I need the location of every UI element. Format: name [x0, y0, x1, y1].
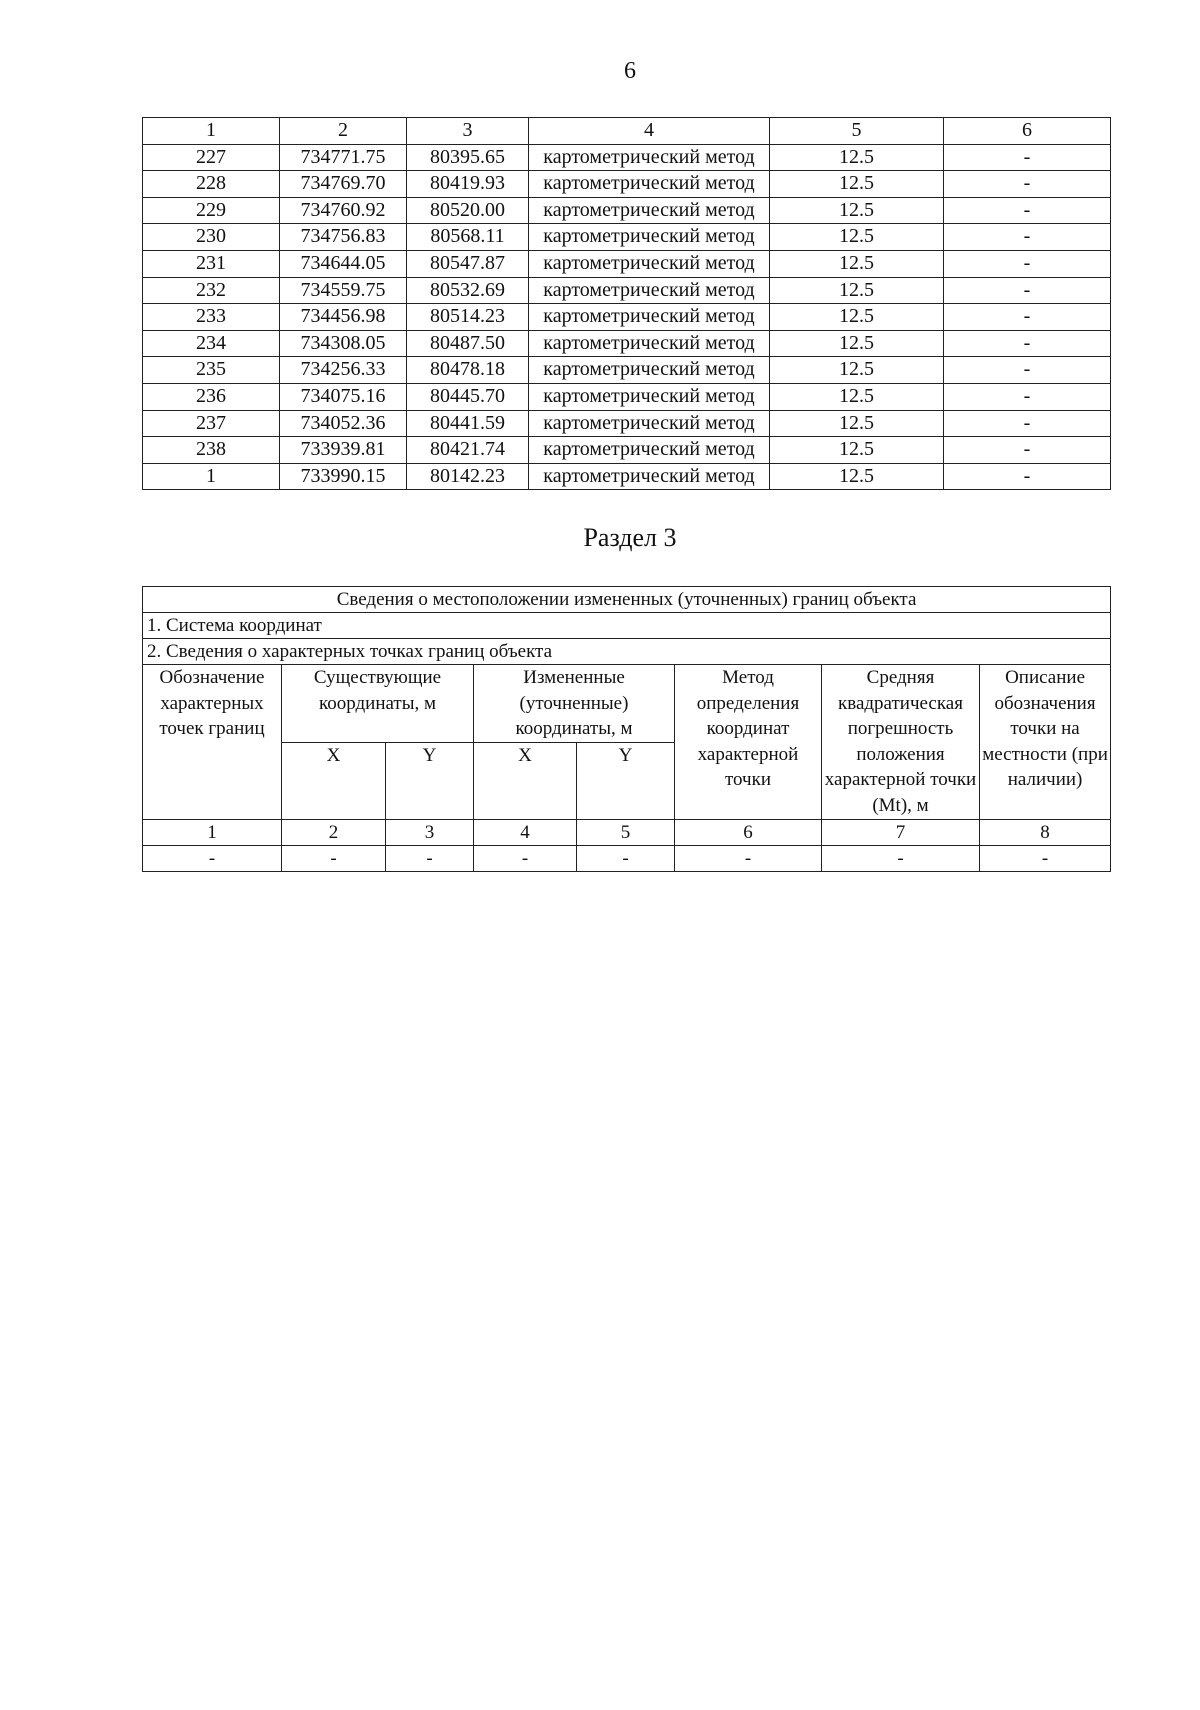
coords-cell: 734456.98: [280, 304, 407, 331]
coords-cell: 12.5: [770, 383, 944, 410]
coords-cell: 12.5: [770, 304, 944, 331]
empty-cell: -: [822, 845, 980, 871]
coords-cell: 12.5: [770, 250, 944, 277]
coords-cell: 233: [143, 304, 280, 331]
col-existing-header: Существующие координаты, м: [282, 665, 474, 743]
column-number: 6: [675, 819, 822, 845]
coords-cell: 80419.93: [407, 171, 529, 198]
coords-cell: 734760.92: [280, 197, 407, 224]
coords-cell: 80487.50: [407, 330, 529, 357]
coords-cell: картометрический метод: [529, 330, 770, 357]
coords-cell: -: [944, 171, 1111, 198]
column-number: 7: [822, 819, 980, 845]
coords-cell: картометрический метод: [529, 250, 770, 277]
coords-cell: 80441.59: [407, 410, 529, 437]
coords-row: [143, 463, 1111, 490]
coords-cell: -: [944, 250, 1111, 277]
coords-cell: 80395.65: [407, 144, 529, 171]
coords-row: [143, 410, 1111, 437]
coords-cell: 237: [143, 410, 280, 437]
coords-cell: 227: [143, 144, 280, 171]
coords-row: [143, 144, 1111, 171]
changed-y-header: Y: [577, 742, 675, 819]
coords-cell: 12.5: [770, 197, 944, 224]
coords-cell: 80421.74: [407, 437, 529, 464]
coords-cell: 734052.36: [280, 410, 407, 437]
coords-cell: 734769.70: [280, 171, 407, 198]
coords-cell: 12.5: [770, 463, 944, 490]
coords-cell: 80520.00: [407, 197, 529, 224]
coords-cell: 1: [143, 463, 280, 490]
coords-cell: 80445.70: [407, 383, 529, 410]
coords-cell: -: [944, 437, 1111, 464]
coords-cell: -: [944, 197, 1111, 224]
coords-cell: 3: [407, 118, 529, 145]
column-number: 8: [980, 819, 1111, 845]
coords-cell: картометрический метод: [529, 197, 770, 224]
column-number: 3: [386, 819, 474, 845]
coords-cell: картометрический метод: [529, 304, 770, 331]
coords-cell: 230: [143, 224, 280, 251]
existing-y-header: Y: [386, 742, 474, 819]
coords-cell: -: [944, 304, 1111, 331]
coords-cell: 238: [143, 437, 280, 464]
empty-cell: -: [675, 845, 822, 871]
coords-cell: 12.5: [770, 224, 944, 251]
coords-cell: 12.5: [770, 171, 944, 198]
coords-row: [143, 437, 1111, 464]
coords-cell: 234: [143, 330, 280, 357]
col-description-header: Описание обозначения точки на местности (при наличии): [980, 665, 1111, 820]
coords-cell: картометрический метод: [529, 410, 770, 437]
coords-row: [143, 250, 1111, 277]
section3-number-row: [143, 819, 1111, 845]
coords-cell: 236: [143, 383, 280, 410]
coords-cell: 80547.87: [407, 250, 529, 277]
coords-cell: -: [944, 357, 1111, 384]
coords-cell: 6: [944, 118, 1111, 145]
coords-cell: картометрический метод: [529, 437, 770, 464]
coords-row: [143, 277, 1111, 304]
column-number: 4: [474, 819, 577, 845]
coords-cell: 80514.23: [407, 304, 529, 331]
coords-cell: 235: [143, 357, 280, 384]
coords-cell: картометрический метод: [529, 224, 770, 251]
col-error-header: Средняя квадратическая погрешность положения характерной точки (Mt), м: [822, 665, 980, 820]
coords-row: [143, 197, 1111, 224]
empty-cell: -: [143, 845, 282, 871]
coords-cell: 229: [143, 197, 280, 224]
coords-cell: 734559.75: [280, 277, 407, 304]
coords-row: [143, 304, 1111, 331]
section3-table-title: Сведения о местоположении измененных (уточненных) границ объекта: [143, 587, 1111, 613]
coords-cell: 80532.69: [407, 277, 529, 304]
coords-cell: 80568.11: [407, 224, 529, 251]
coords-cell: -: [944, 277, 1111, 304]
coords-cell: 734771.75: [280, 144, 407, 171]
section3-empty-row: [143, 845, 1111, 871]
coords-cell: 80478.18: [407, 357, 529, 384]
coords-header-row: [143, 118, 1111, 145]
coords-cell: картометрический метод: [529, 277, 770, 304]
coords-cell: картометрический метод: [529, 357, 770, 384]
coords-cell: 12.5: [770, 410, 944, 437]
empty-cell: -: [577, 845, 675, 871]
coords-row: [143, 383, 1111, 410]
coords-cell: 734256.33: [280, 357, 407, 384]
coords-cell: 1: [143, 118, 280, 145]
column-number: 5: [577, 819, 675, 845]
column-number: 1: [143, 819, 282, 845]
coordinates-table: [142, 117, 1111, 490]
coords-cell: -: [944, 144, 1111, 171]
section3-table: [142, 586, 1111, 872]
coords-cell: картометрический метод: [529, 463, 770, 490]
coords-cell: 5: [770, 118, 944, 145]
empty-cell: -: [386, 845, 474, 871]
coords-cell: 734644.05: [280, 250, 407, 277]
coords-cell: -: [944, 410, 1111, 437]
coords-cell: картометрический метод: [529, 171, 770, 198]
empty-cell: -: [474, 845, 577, 871]
coords-cell: 4: [529, 118, 770, 145]
coords-cell: 734756.83: [280, 224, 407, 251]
coords-row: [143, 171, 1111, 198]
changed-x-header: X: [474, 742, 577, 819]
coords-row: [143, 224, 1111, 251]
page-number: 6: [624, 58, 636, 84]
coords-cell: 12.5: [770, 357, 944, 384]
points-info-label: 2. Сведения о характерных точках границ объекта: [143, 639, 1111, 665]
coords-cell: 232: [143, 277, 280, 304]
col-designation-header: Обозначение характерных точек границ: [143, 665, 282, 820]
coords-cell: -: [944, 330, 1111, 357]
coords-cell: -: [944, 463, 1111, 490]
coords-cell: 228: [143, 171, 280, 198]
coords-cell: 12.5: [770, 144, 944, 171]
coords-cell: 231: [143, 250, 280, 277]
coords-cell: 734075.16: [280, 383, 407, 410]
empty-cell: -: [282, 845, 386, 871]
coords-cell: 12.5: [770, 330, 944, 357]
coords-cell: картометрический метод: [529, 144, 770, 171]
coords-cell: 733939.81: [280, 437, 407, 464]
coords-cell: -: [944, 383, 1111, 410]
coords-cell: 734308.05: [280, 330, 407, 357]
coord-system-label: 1. Система координат: [143, 613, 1111, 639]
coords-cell: 733990.15: [280, 463, 407, 490]
coords-cell: картометрический метод: [529, 383, 770, 410]
coords-cell: 12.5: [770, 277, 944, 304]
coords-cell: -: [944, 224, 1111, 251]
col-method-header: Метод определения координат характерной точки: [675, 665, 822, 820]
empty-cell: -: [980, 845, 1111, 871]
coords-row: [143, 330, 1111, 357]
coords-cell: 12.5: [770, 437, 944, 464]
col-changed-header: Измененные (уточненные) координаты, м: [474, 665, 675, 743]
coords-cell: 80142.23: [407, 463, 529, 490]
section-title: Раздел 3: [583, 523, 677, 552]
existing-x-header: X: [282, 742, 386, 819]
coords-cell: 2: [280, 118, 407, 145]
column-number: 2: [282, 819, 386, 845]
coords-row: [143, 357, 1111, 384]
